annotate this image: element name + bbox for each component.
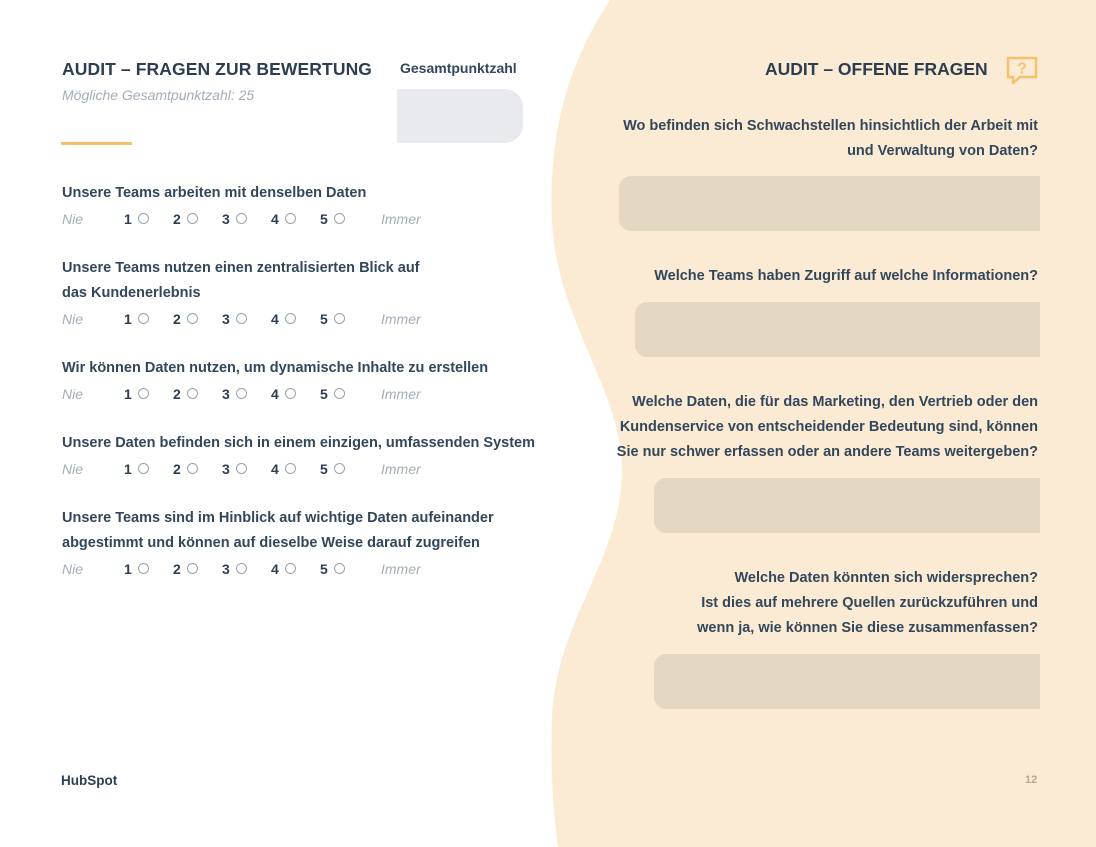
radio-button[interactable] (334, 313, 345, 324)
rating-option[interactable] (222, 311, 271, 327)
radio-button[interactable] (187, 463, 198, 474)
answer-field[interactable] (654, 654, 1040, 709)
rating-option[interactable] (222, 386, 271, 402)
rating-scale (62, 456, 562, 481)
rating-option[interactable] (173, 211, 222, 227)
radio-button[interactable] (236, 563, 247, 574)
open-question-line: Welche Daten, die für das Marketing, den Vertrieb oder den (632, 394, 1038, 410)
radio-button[interactable] (138, 213, 149, 224)
radio-button[interactable] (285, 388, 296, 399)
rating-scale (62, 306, 562, 331)
open-question (598, 114, 1038, 164)
rating-option[interactable] (222, 211, 271, 227)
assessment-title: AUDIT – FRAGEN ZUR BEWERTUNG (62, 59, 373, 79)
rating-option[interactable] (173, 461, 222, 477)
rating-option[interactable] (271, 561, 320, 577)
open-question-line: Sie nur schwer erfassen oder an andere Teams weitergeben? (616, 444, 1038, 460)
radio-button[interactable] (334, 213, 345, 224)
rating-value: 2 (173, 460, 181, 477)
radio-button[interactable] (334, 388, 345, 399)
total-score-field[interactable] (397, 89, 523, 143)
rating-option[interactable] (271, 311, 320, 327)
rating-value: 4 (271, 385, 279, 402)
scale-min-label: Nie (62, 310, 84, 327)
answer-field[interactable] (619, 176, 1040, 231)
rating-value: 1 (124, 460, 132, 477)
radio-button[interactable] (187, 563, 198, 574)
rating-option[interactable] (271, 461, 320, 477)
open-question (598, 390, 1038, 465)
question-text: Unsere Teams arbeiten mit denselben Daten (62, 185, 367, 201)
rating-value: 1 (124, 385, 132, 402)
rating-option[interactable] (320, 386, 369, 402)
max-score-subtitle: Mögliche Gesamtpunktzahl: 25 (62, 87, 255, 103)
radio-button[interactable] (236, 213, 247, 224)
open-questions-title: AUDIT – OFFENE FRAGEN (765, 59, 988, 79)
radio-button[interactable] (236, 463, 247, 474)
rating-option[interactable] (320, 211, 369, 227)
open-question (598, 566, 1038, 641)
svg-text:?: ? (1017, 60, 1027, 78)
rating-value: 2 (173, 560, 181, 577)
open-question-line: Welche Teams haben Zugriff auf welche Informationen? (654, 268, 1038, 284)
rating-option[interactable] (222, 561, 271, 577)
open-question (598, 264, 1038, 289)
rating-option[interactable] (124, 386, 173, 402)
scale-min-label: Nie (62, 210, 84, 227)
radio-button[interactable] (285, 313, 296, 324)
open-question-line: wenn ja, wie können Sie diese zusammenfassen? (697, 620, 1038, 636)
rating-option[interactable] (320, 561, 369, 577)
rating-value: 3 (222, 310, 230, 327)
scale-min-label: Nie (62, 560, 84, 577)
total-score-label: Gesamtpunktzahl (400, 60, 517, 76)
scale-min-label: Nie (62, 460, 84, 477)
rating-question (62, 431, 562, 481)
answer-field[interactable] (635, 302, 1040, 357)
radio-button[interactable] (187, 213, 198, 224)
speech-bubble-question-icon (1006, 56, 1038, 85)
rating-value: 1 (124, 310, 132, 327)
rating-value: 1 (124, 560, 132, 577)
radio-button[interactable] (236, 313, 247, 324)
rating-value: 3 (222, 560, 230, 577)
question-text-line2: abgestimmt und können auf dieselbe Weise darauf zugreifen (62, 535, 480, 551)
rating-option[interactable] (222, 461, 271, 477)
rating-scale (62, 381, 562, 406)
open-question-line: und Verwaltung von Daten? (847, 143, 1038, 159)
question-text: Unsere Daten befinden sich in einem einzigen, umfassenden System (62, 435, 535, 451)
scale-max-label: Immer (381, 560, 421, 577)
rating-value: 2 (173, 210, 181, 227)
rating-value: 5 (320, 210, 328, 227)
radio-button[interactable] (138, 313, 149, 324)
rating-value: 5 (320, 310, 328, 327)
rating-option[interactable] (124, 311, 173, 327)
open-question-line: Ist dies auf mehrere Quellen zurückzuführen und (701, 595, 1038, 611)
rating-value: 3 (222, 210, 230, 227)
scale-max-label: Immer (381, 310, 421, 327)
rating-value: 4 (271, 560, 279, 577)
open-question-line: Welche Daten könnten sich widersprechen? (734, 570, 1038, 586)
question-text: Unsere Teams sind im Hinblick auf wichtige Daten aufeinander (62, 510, 494, 526)
rating-value: 5 (320, 560, 328, 577)
rating-question (62, 256, 562, 331)
question-text: Unsere Teams nutzen einen zentralisierten Blick auf (62, 260, 420, 276)
radio-button[interactable] (138, 563, 149, 574)
accent-divider (61, 142, 132, 145)
rating-value: 5 (320, 385, 328, 402)
rating-question (62, 356, 562, 406)
radio-button[interactable] (138, 388, 149, 399)
rating-question (62, 506, 562, 581)
radio-button[interactable] (138, 463, 149, 474)
question-text-line2: das Kundenerlebnis (62, 285, 201, 301)
rating-value: 5 (320, 460, 328, 477)
radio-button[interactable] (187, 388, 198, 399)
radio-button[interactable] (285, 213, 296, 224)
rating-value: 4 (271, 210, 279, 227)
rating-value: 3 (222, 385, 230, 402)
rating-question (62, 181, 562, 231)
scale-max-label: Immer (381, 460, 421, 477)
rating-value: 2 (173, 310, 181, 327)
radio-button[interactable] (285, 563, 296, 574)
rating-option[interactable] (124, 461, 173, 477)
rating-option[interactable] (173, 561, 222, 577)
scale-max-label: Immer (381, 210, 421, 227)
rating-value: 4 (271, 310, 279, 327)
page-number: 12 (1025, 774, 1038, 786)
scale-min-label: Nie (62, 385, 84, 402)
rating-option[interactable] (124, 211, 173, 227)
rating-option[interactable] (271, 386, 320, 402)
rating-value: 3 (222, 460, 230, 477)
rating-value: 1 (124, 210, 132, 227)
rating-value: 4 (271, 460, 279, 477)
open-question-line: Wo befinden sich Schwachstellen hinsichtlich der Arbeit mit (623, 118, 1038, 134)
rating-option[interactable] (320, 461, 369, 477)
scale-max-label: Immer (381, 385, 421, 402)
rating-scale (62, 556, 562, 581)
radio-button[interactable] (285, 463, 296, 474)
rating-option[interactable] (173, 386, 222, 402)
rating-option[interactable] (271, 211, 320, 227)
rating-option[interactable] (173, 311, 222, 327)
answer-field[interactable] (654, 478, 1040, 533)
radio-button[interactable] (334, 563, 345, 574)
radio-button[interactable] (236, 388, 247, 399)
hubspot-logo: HubSpot (61, 773, 118, 788)
radio-button[interactable] (187, 313, 198, 324)
radio-button[interactable] (334, 463, 345, 474)
rating-value: 2 (173, 385, 181, 402)
rating-option[interactable] (124, 561, 173, 577)
open-question-line: Kundenservice von entscheidender Bedeutung sind, können (619, 419, 1038, 435)
question-text: Wir können Daten nutzen, um dynamische Inhalte zu erstellen (62, 360, 489, 376)
rating-option[interactable] (320, 311, 369, 327)
rating-scale (62, 206, 562, 231)
